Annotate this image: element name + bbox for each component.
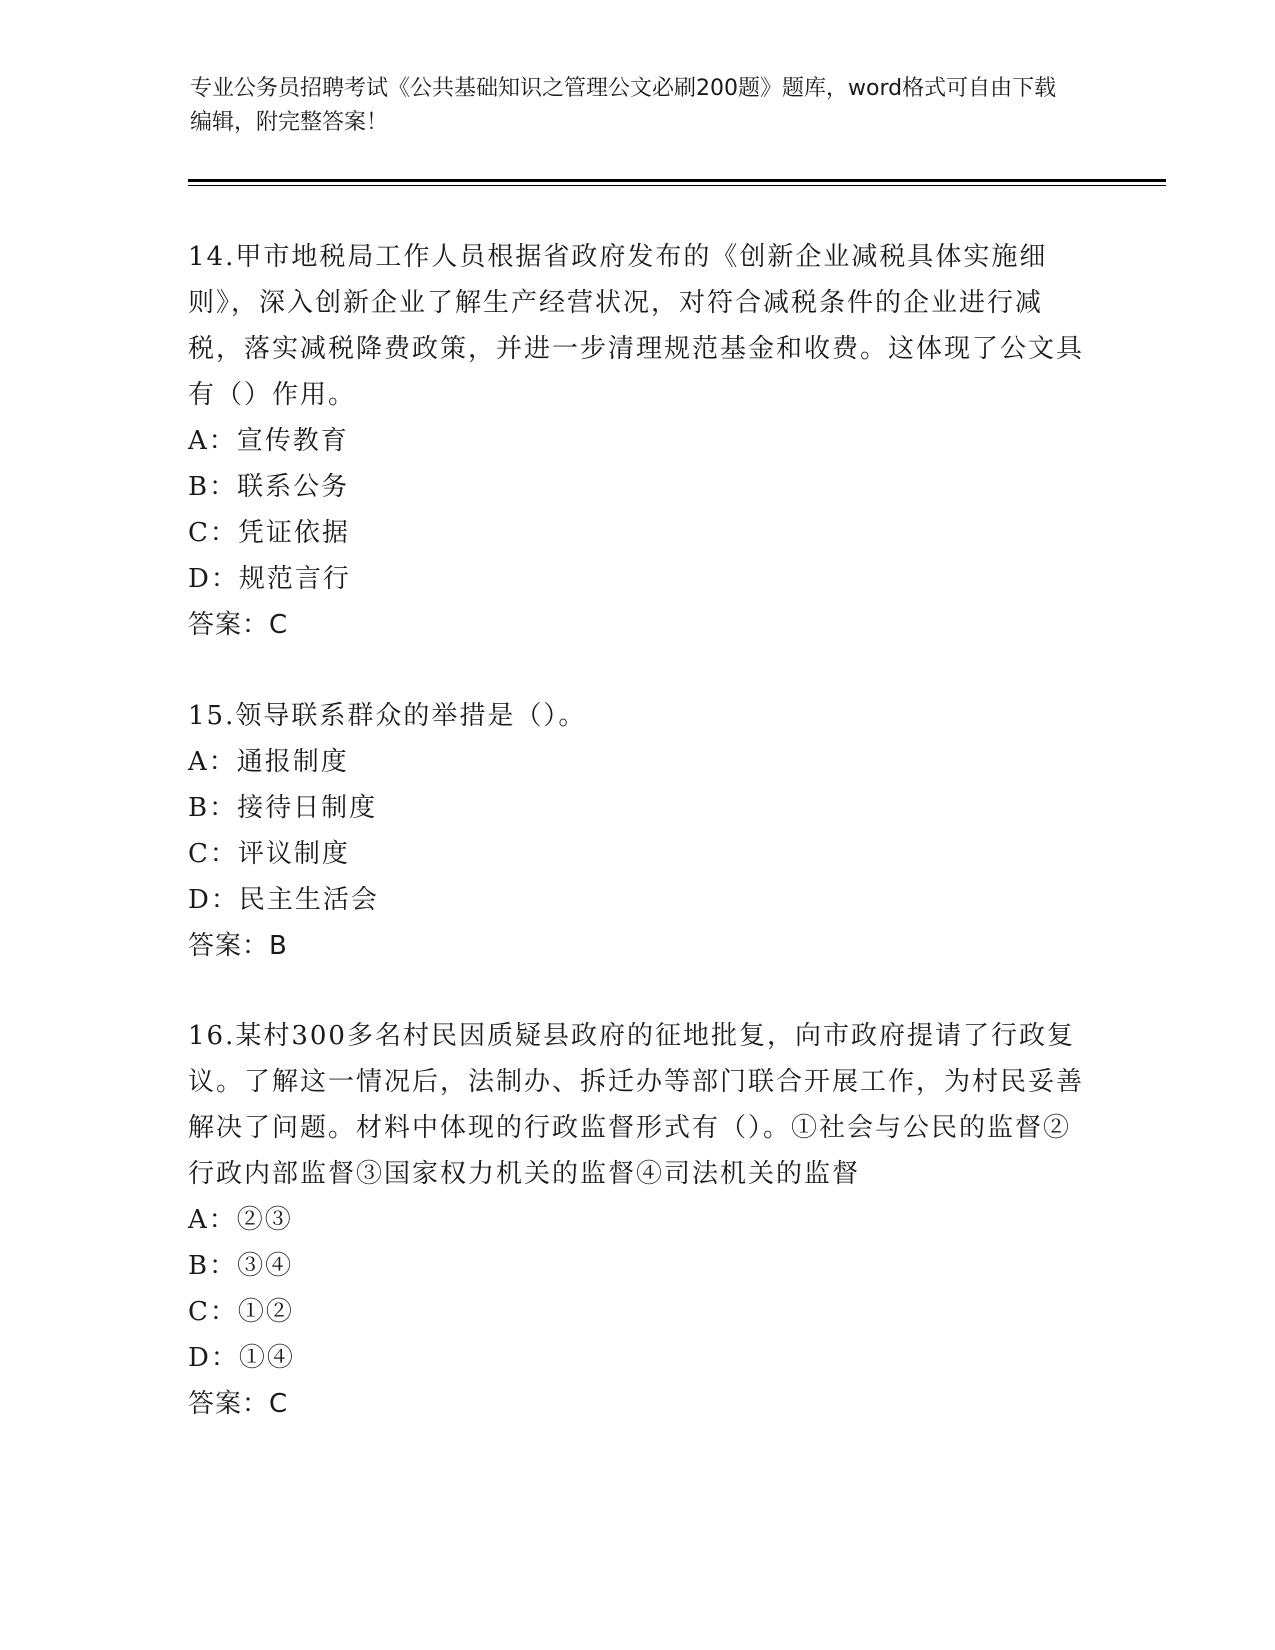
option-c: C：凭证依据 bbox=[188, 518, 350, 548]
option-b: B：联系公务 bbox=[188, 472, 350, 502]
option-b: B：接待日制度 bbox=[188, 793, 378, 823]
question-stem: 16.某村300多名村民因质疑县政府的征地批复，向市政府提请了行政复议。了解这一情况后，法制办、拆迁办等部门联合开展工作，为村民妥善解决了问题。材料中体现的行政监督形式有（）。①社会与公民的监督②行政内部监督③国家权力机关的监督④司法机关的监督 bbox=[188, 1021, 1085, 1189]
option-d: D：规范言行 bbox=[188, 564, 351, 594]
option-c: C：①② bbox=[188, 1297, 294, 1327]
option-b: B：③④ bbox=[188, 1251, 294, 1281]
document-header: 专业公务员招聘考试《公共基础知识之管理公文必刷200题》题库，word格式可自由下载编辑，附完整答案！ bbox=[190, 76, 1057, 135]
answer-label: 答案：B bbox=[188, 931, 288, 961]
question-16 bbox=[188, 1013, 1088, 1427]
question-15 bbox=[188, 693, 1088, 969]
option-d: D：民主生活会 bbox=[188, 885, 379, 915]
question-14 bbox=[188, 234, 1088, 648]
header-divider-thin bbox=[188, 185, 1166, 186]
answer-label: 答案：C bbox=[188, 1389, 289, 1419]
header-divider-thick bbox=[188, 179, 1166, 182]
option-a: A：②③ bbox=[188, 1205, 293, 1235]
option-c: C：评议制度 bbox=[188, 839, 350, 869]
option-a: A：宣传教育 bbox=[188, 426, 349, 456]
question-stem: 14.甲市地税局工作人员根据省政府发布的《创新企业减税具体实施细则》，深入创新企业了解生产经营状况，对符合减税条件的企业进行减税，落实减税降费政策，并进一步清理规范基金和收费。这体现了公文具有（）作用。 bbox=[188, 242, 1085, 410]
option-d: D：①④ bbox=[188, 1343, 295, 1373]
answer-label: 答案：C bbox=[188, 610, 289, 640]
question-stem: 15.领导联系群众的举措是（）。 bbox=[188, 701, 587, 731]
option-a: A：通报制度 bbox=[188, 747, 349, 777]
